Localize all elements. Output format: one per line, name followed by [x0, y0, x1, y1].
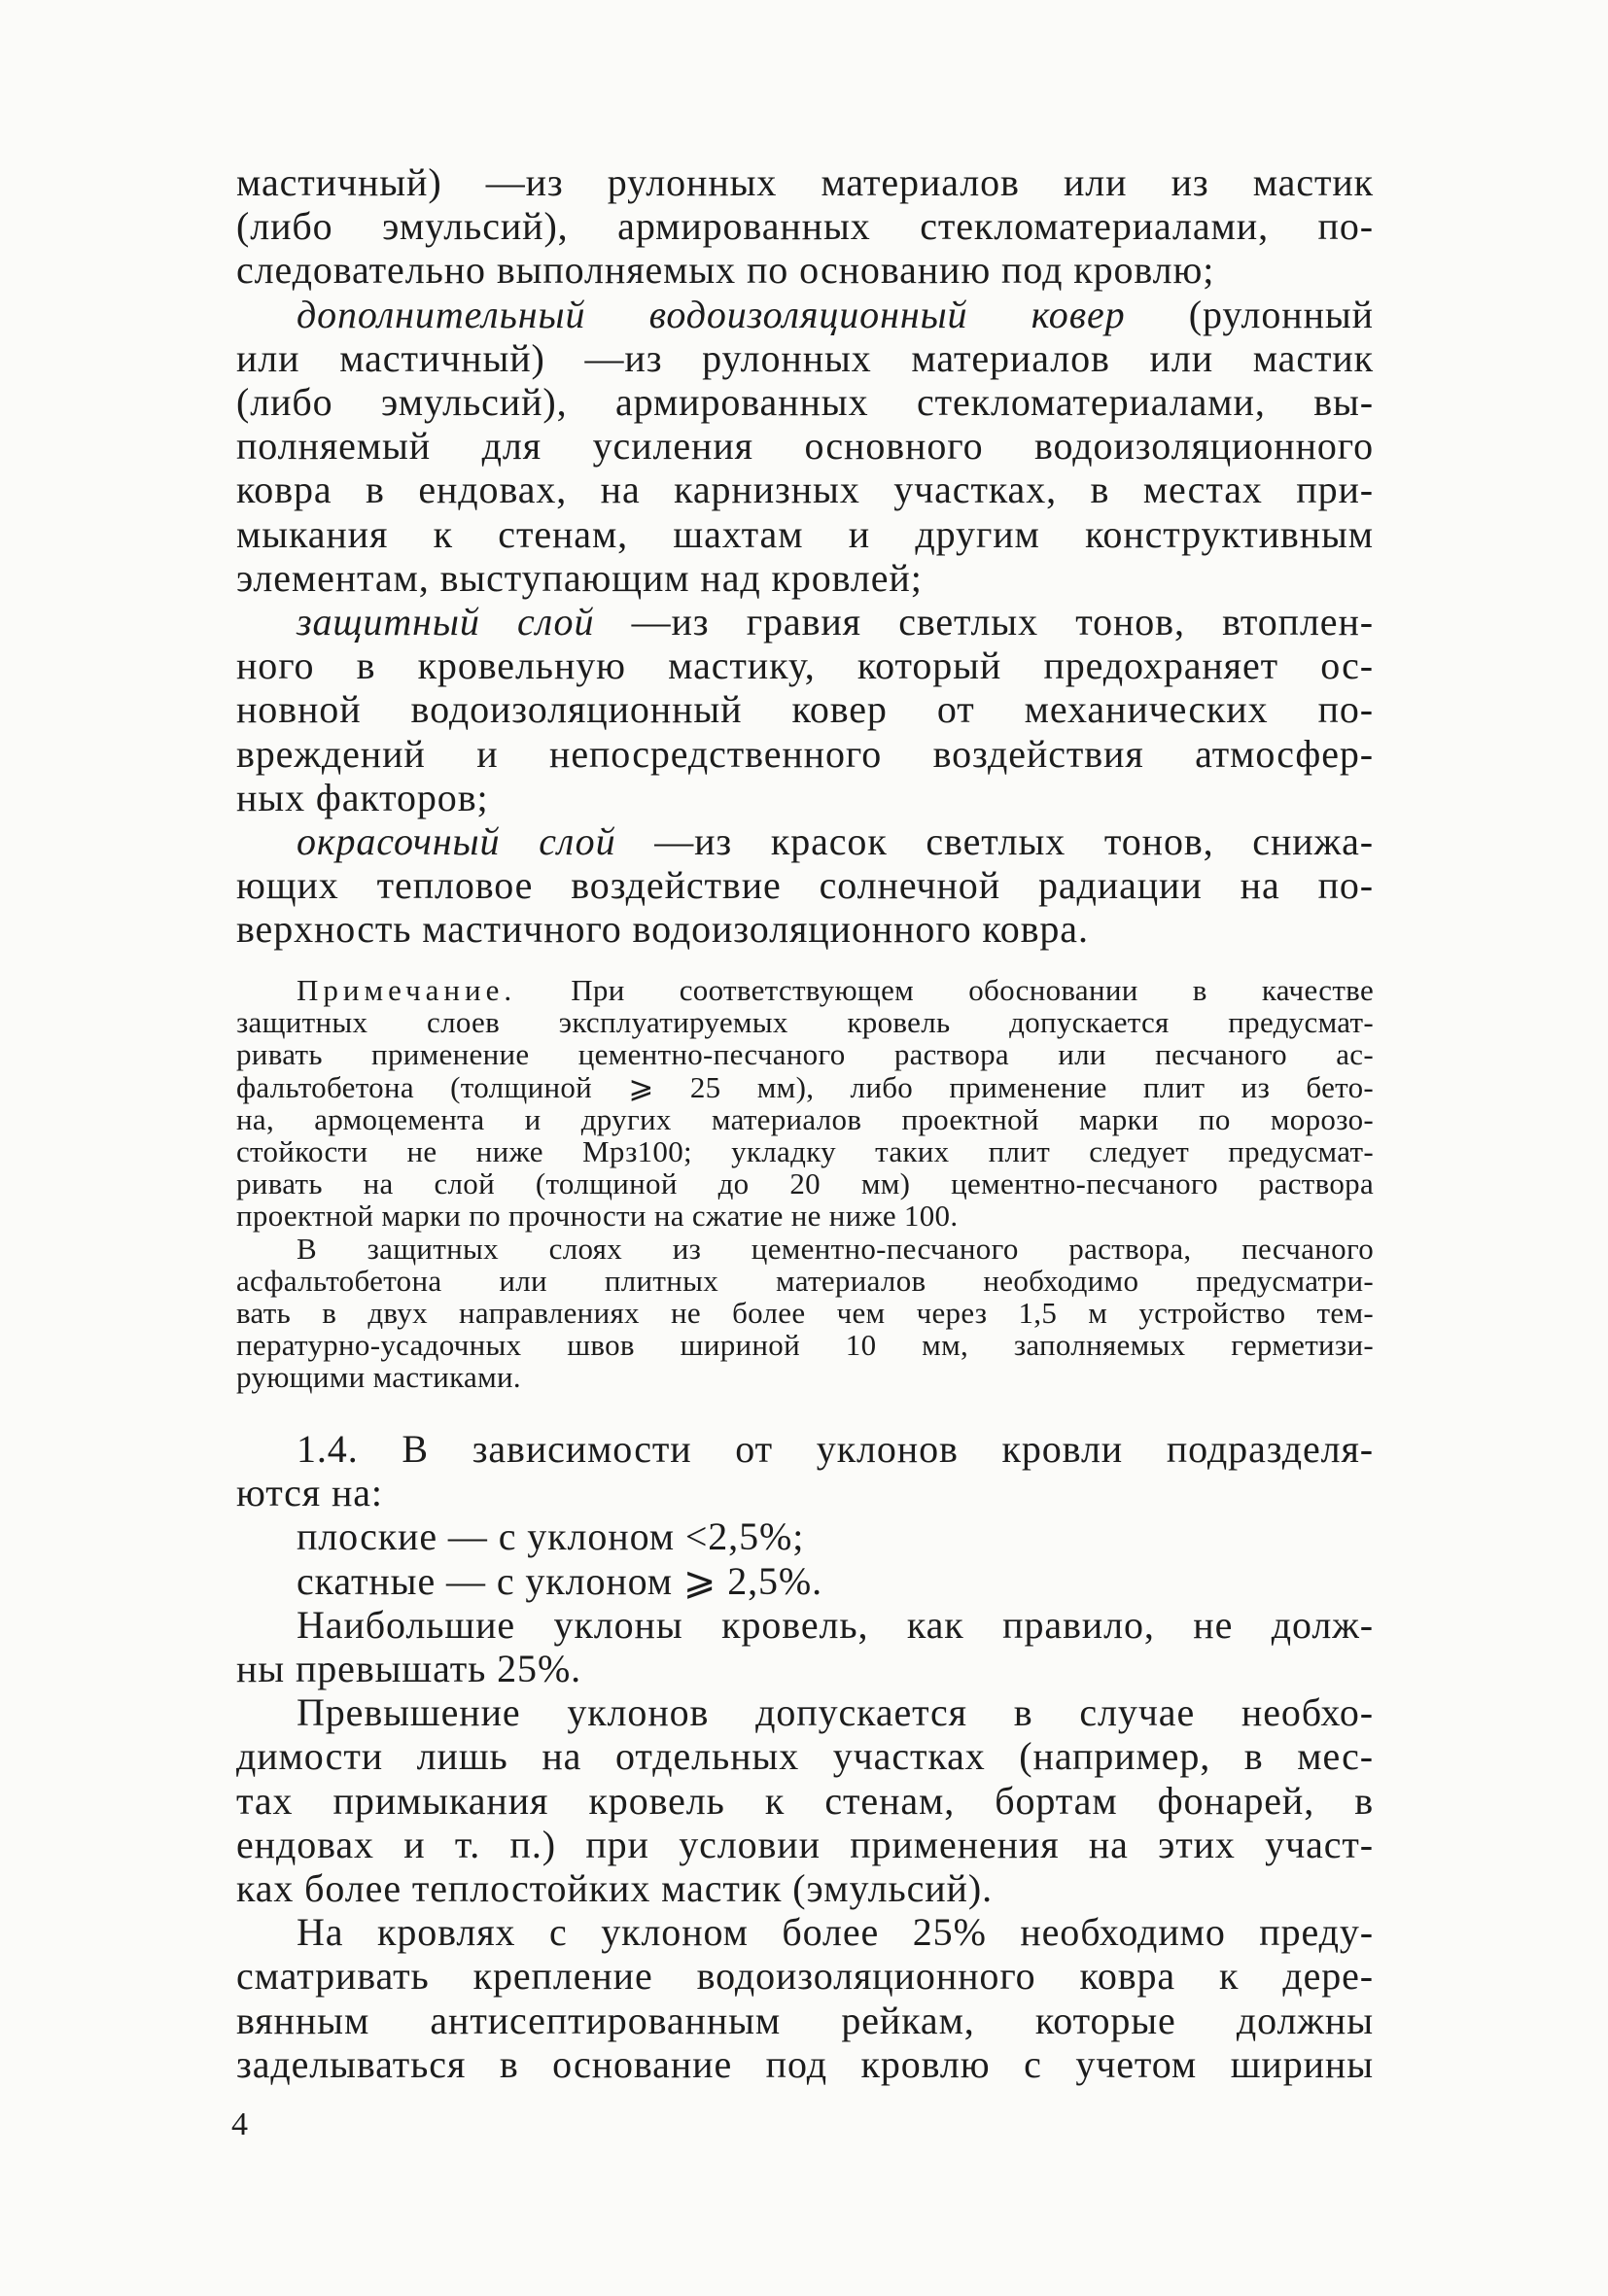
roof-layers-text	[236, 160, 1374, 952]
text-line: (либо эмульсий), армированных стекломатериалами, вы-	[236, 380, 1374, 425]
text-fragment: (рулонный	[1125, 292, 1374, 336]
note-block	[236, 974, 1374, 1394]
term-italic: защитный слой	[297, 600, 595, 644]
text-line: ендовах и т. п.) при условии применения на этих участ-	[236, 1822, 1374, 1866]
text-line	[236, 293, 1374, 336]
text-line: мастичный) —из рулонных материалов или из мастик	[236, 160, 1374, 204]
text-line: ках более теплостойких мастик (эмульсий).	[236, 1866, 993, 1911]
term-italic: окрасочный слой	[297, 819, 616, 864]
text-line: (либо эмульсий), армированных стекломатериалами, по-	[236, 204, 1374, 249]
text-line: ны превышать 25%.	[236, 1647, 582, 1691]
note-line: В защитных слоях из цементно-песчаного раствора, песчаного	[297, 1231, 1374, 1266]
text-line	[236, 600, 1374, 644]
note-line: ривать применение цементно-песчаного раствора или песчаного ас-	[236, 1037, 1374, 1072]
note-line: проектной марки по прочности на сжатие не ниже 100.	[236, 1199, 959, 1234]
text-line: элементам, выступающим над кровлей;	[236, 555, 923, 600]
text-line: тах примыкания кровель к стенам, бортам фонарей, в	[236, 1778, 1374, 1823]
text-line: вреждений и непосредственного воздействия атмосфер-	[236, 731, 1374, 776]
text-line: следовательно выполняемых по основанию под кровлю;	[236, 248, 1215, 293]
list-item: скатные — с уклоном ⩾ 2,5%.	[297, 1558, 823, 1603]
page-number: 4	[231, 2106, 248, 2142]
note-line: вать в двух направлениях не более чем через 1,5 м устройство тем-	[236, 1296, 1374, 1331]
text-line: Наибольшие уклоны кровель, как правило, не долж-	[297, 1602, 1374, 1647]
text-line: полняемый для усиления основного водоизоляционного	[236, 424, 1374, 469]
text-line: новной водоизоляционный ковер от механических по-	[236, 687, 1374, 732]
text-fragment: —из красок светлых тонов, снижа-	[615, 819, 1374, 864]
text-line: ного в кровельную мастику, который предохраняет ос-	[236, 644, 1374, 688]
text-fragment: При соответствующем обосновании в качестве	[516, 973, 1374, 1007]
note-label: Примечание.	[297, 973, 517, 1007]
text-line: ются на:	[236, 1471, 383, 1515]
note-line: фальтобетона (толщиной ⩾ 25 мм), либо применение плит из бето-	[236, 1069, 1374, 1104]
text-line: ковра в ендовах, на карнизных участках, в местах при-	[236, 468, 1374, 512]
note-line: ривать на слой (толщиной до 20 мм) цементно-песчаного раствора	[236, 1166, 1374, 1201]
text-line: сматривать крепление водоизоляционного ковра к дере-	[236, 1954, 1374, 1999]
text-line: вянным антисептированным рейкам, которые должны	[236, 1998, 1374, 2042]
text-line: или мастичный) —из рулонных материалов или мастик	[236, 335, 1374, 380]
section-heading-line: 1.4. В зависимости от уклонов кровли подразделя-	[297, 1427, 1374, 1471]
text-line: ных факторов;	[236, 775, 489, 819]
text-line: ющих тепловое воздействие солнечной радиации на по-	[236, 863, 1374, 908]
note-line: пературно-усадочных швов шириной 10 мм, заполняемых герметизи-	[236, 1328, 1374, 1363]
text-line	[236, 819, 1374, 863]
note-line: рующими мастиками.	[236, 1360, 521, 1395]
section-1-4	[236, 1427, 1374, 2086]
text-line: верхность мастичного водоизоляционного ковра.	[236, 907, 1089, 952]
text-line: заделываться в основание под кровлю с учетом ширины	[236, 2041, 1374, 2086]
note-line	[236, 974, 1374, 1006]
text-line: На кровлях с уклоном более 25% необходимо преду-	[297, 1910, 1374, 1955]
text-line: димости лишь на отдельных участках (например, в мес-	[236, 1734, 1374, 1779]
note-line: защитных слоев эксплуатируемых кровель допускается предусмат-	[236, 1005, 1374, 1040]
text-fragment: —из гравия светлых тонов, втоплен-	[594, 600, 1374, 644]
text-line: Превышение уклонов допускается в случае необхо-	[297, 1690, 1374, 1735]
note-line: стойкости не ниже Мрз100; укладку таких плит следует предусмат-	[236, 1134, 1374, 1169]
term-italic: дополнительный водоизоляционный ковер	[297, 292, 1126, 336]
note-line: асфальтобетона или плитных материалов необходимо предусматри-	[236, 1263, 1374, 1298]
note-line: на, армоцемента и других материалов проектной марки по морозо-	[236, 1101, 1374, 1136]
text-line: мыкания к стенам, шахтам и другим конструктивным	[236, 511, 1374, 556]
list-item: плоские — с уклоном <2,5%;	[297, 1514, 805, 1559]
